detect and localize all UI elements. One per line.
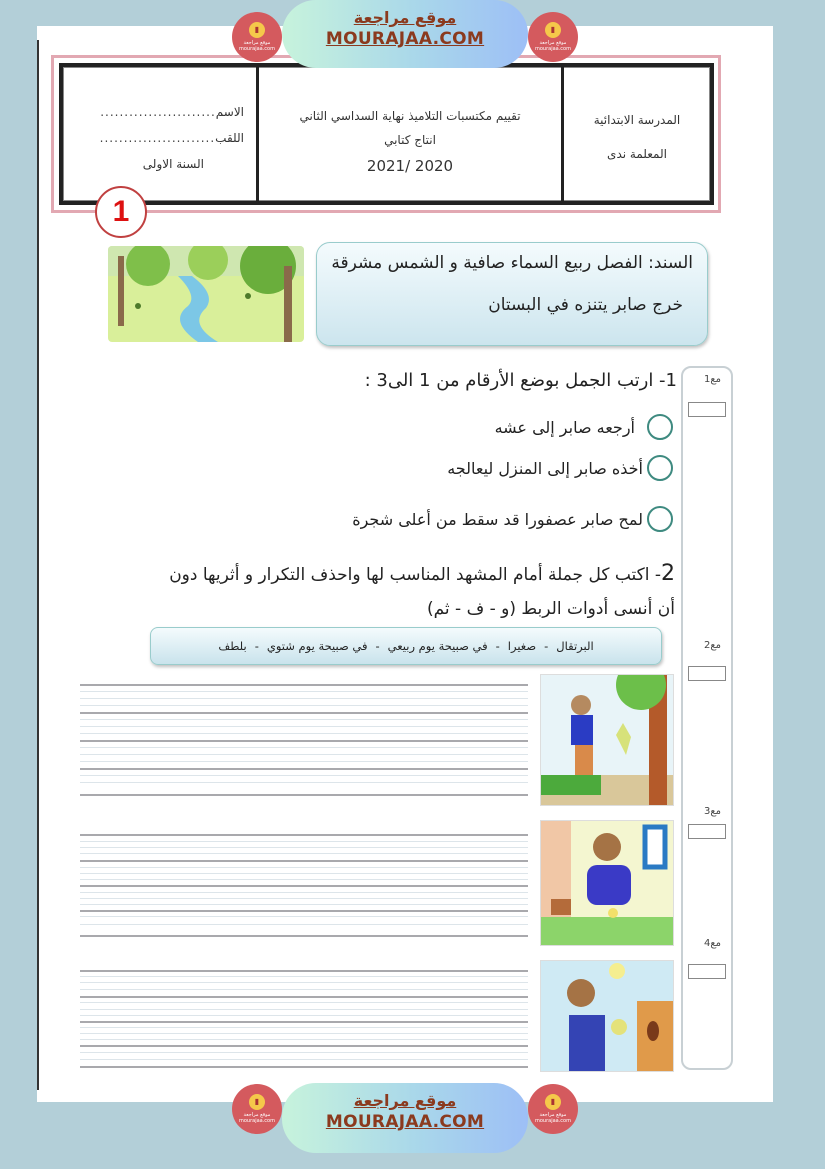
logo-badge-bottom-left[interactable] — [232, 1084, 282, 1134]
question-1-title: 1- ارتب الجمل بوضع الأرقام من 1 الى3 : — [364, 370, 677, 391]
logo-text: موقع مراجعة mourajaa.com — [534, 40, 571, 52]
score-label-3: مع3 — [703, 806, 721, 817]
exam-title-cell — [259, 67, 564, 201]
word-bank-item: صغيرا — [507, 639, 537, 653]
score-box-3[interactable] — [688, 824, 726, 839]
site-banner-bottom[interactable] — [282, 1083, 528, 1153]
logo-text: موقع مراجعة mourajaa.com — [534, 1112, 571, 1124]
logo-badge-top-left[interactable] — [232, 12, 282, 62]
score-column — [681, 366, 733, 1070]
school-year: 2021/ 2020 — [366, 157, 454, 175]
question-2-title — [115, 557, 675, 626]
word-separator: - — [375, 639, 380, 653]
order-circle-input[interactable] — [647, 414, 673, 440]
source-text-box — [316, 242, 708, 346]
option-text: أخذه صابر إلى المنزل ليعالجه — [447, 458, 643, 478]
score-label-1: مع1 — [703, 374, 721, 385]
scene-picture-bird-care — [540, 820, 674, 946]
logo-badge-bottom-right[interactable] — [528, 1084, 578, 1134]
question-2-number: 2 — [661, 561, 675, 586]
book-icon: ▮ — [249, 22, 265, 38]
book-icon: ▮ — [249, 1094, 265, 1110]
score-box-1[interactable] — [688, 402, 726, 417]
score-label-4: مع4 — [703, 938, 721, 949]
school-cell — [564, 67, 710, 201]
writing-lines-3[interactable] — [80, 970, 528, 1074]
exam-subject: انتاج كتابي — [384, 133, 436, 147]
name-label: الاسم — [215, 105, 244, 119]
writing-lines-1[interactable] — [80, 684, 528, 796]
logo-badge-top-right[interactable] — [528, 12, 578, 62]
site-name-arabic: موقع مراجعة — [353, 1091, 457, 1110]
grade-label: السنة الاولى — [142, 157, 204, 171]
writing-lines-2[interactable] — [80, 834, 528, 938]
logo-text: موقع مراجعة mourajaa.com — [238, 40, 275, 52]
name-field[interactable]: ........................ — [100, 105, 216, 119]
word-bank-item: في صبيحة يوم ربيعي — [387, 639, 488, 653]
question-2-text: - اكتب كل جملة أمام المشهد المناسب لها واحذف التكرار و أثريها دون — [169, 565, 661, 585]
option-text: أرجعه صابر إلى عشه — [494, 417, 635, 437]
teacher-name: المعلمة ندى — [607, 147, 667, 161]
word-bank-item: بلطف — [218, 639, 247, 653]
site-name-arabic: موقع مراجعة — [353, 8, 457, 27]
book-icon: ▮ — [545, 22, 561, 38]
word-separator: - — [495, 639, 500, 653]
surname-label: اللقب — [215, 131, 244, 145]
scene-picture-bird-return — [540, 960, 674, 1072]
order-option-3 — [352, 506, 673, 532]
site-domain: MOURAJAA.COM — [325, 1112, 485, 1132]
order-option-1 — [495, 414, 673, 440]
option-text: لمح صابر عصفورا قد سقط من أعلى شجرة — [352, 509, 643, 529]
surname-field[interactable]: ........................ — [99, 131, 216, 145]
site-banner-top[interactable] — [282, 0, 528, 68]
order-circle-input[interactable] — [647, 455, 673, 481]
question-2-text-line2: أن أنسى أدوات الربط (و - ف - ثم) — [426, 599, 675, 619]
word-bank — [150, 627, 662, 665]
order-option-2 — [447, 455, 673, 481]
page-number-badge: 1 — [95, 186, 147, 238]
score-box-4[interactable] — [688, 964, 726, 979]
source-line-1: السند: الفصل ربيع السماء صافية و الشمس مشرقة — [331, 253, 693, 273]
scene-picture-bird-fall — [540, 674, 674, 806]
logo-text: موقع مراجعة mourajaa.com — [238, 1112, 275, 1124]
source-line-2: خرج صابر يتنزه في البستان — [488, 295, 683, 315]
word-bank-item: البرتقال — [556, 639, 594, 653]
school-name: المدرسة الابتدائية — [593, 113, 681, 127]
word-bank-item: في صبيحة يوم شتوي — [266, 639, 368, 653]
garden-illustration — [108, 246, 304, 342]
score-label-2: مع2 — [703, 640, 721, 651]
score-box-2[interactable] — [688, 666, 726, 681]
word-separator: - — [544, 639, 549, 653]
site-domain: MOURAJAA.COM — [325, 29, 485, 49]
student-info-cell — [63, 67, 259, 201]
page-edge — [37, 40, 39, 1090]
book-icon: ▮ — [545, 1094, 561, 1110]
exam-title: تقييم مكتسبات التلاميذ نهاية السداسي الثاني — [299, 109, 521, 123]
header-table — [59, 63, 714, 205]
word-separator: - — [254, 639, 259, 653]
order-circle-input[interactable] — [647, 506, 673, 532]
